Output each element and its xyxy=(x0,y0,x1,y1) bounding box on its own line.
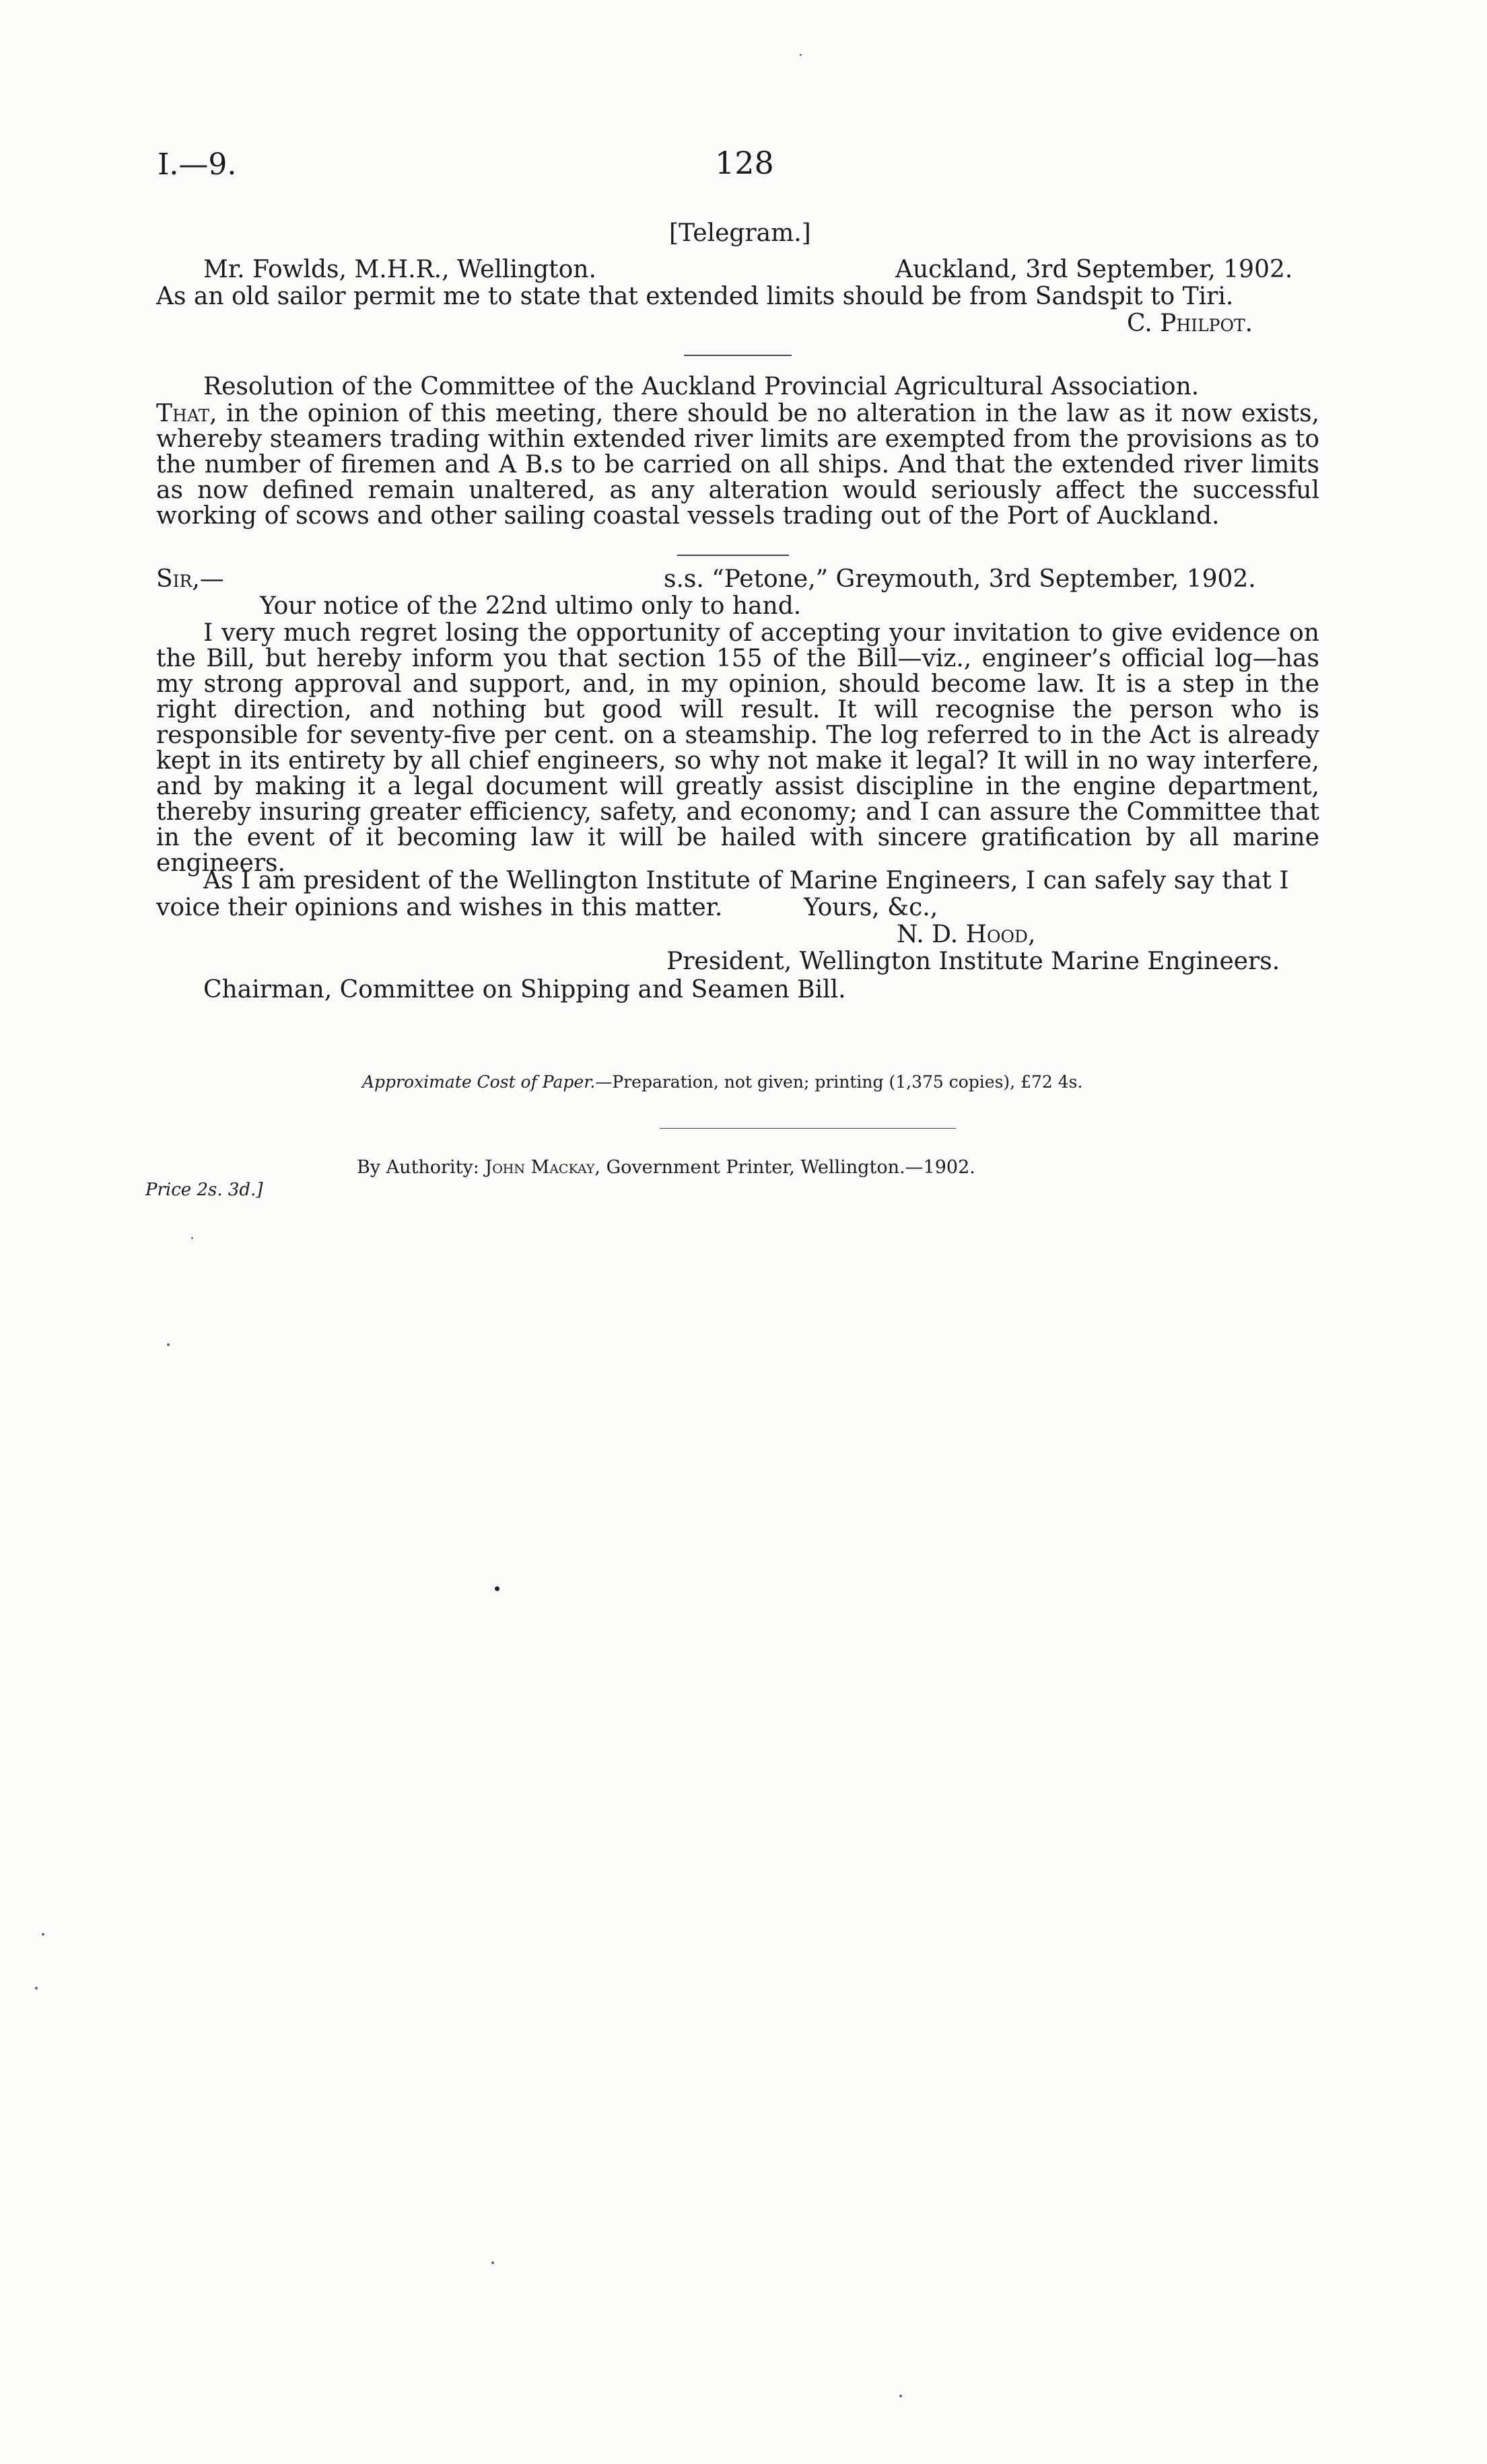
letter-address: s.s. “Petone,” Greymouth, 3rd September, 1902. xyxy=(664,565,1256,593)
letter-paragraph-1 xyxy=(156,621,1319,876)
telegram-recipient: Mr. Fowlds, M.H.R., Wellington. xyxy=(203,256,596,283)
printer-line xyxy=(357,1158,975,1177)
letter-opening: Your notice of the 22nd ultimo only to hand. xyxy=(260,592,802,620)
resolution-body xyxy=(156,401,1319,529)
letter-closing: Yours, &c., xyxy=(804,894,938,921)
cost-text: —Preparation, not given; printing (1,375 copies), £72 4s. xyxy=(595,1072,1083,1092)
resolution-text: in the opinion of this meeting, there should be no alteration in the law as it now exists, whereby steamers trading within extended river limits are exempted from the provisions as to the number of firemen and A B.s to be carried on all ships. And that the extended river limits as now defined remain unaltered, as any alteration would seriously affect the successful working of scows and other sailing coastal vessels trading out of the Port of Auckland. xyxy=(156,400,1319,530)
scan-speck xyxy=(899,2395,902,2397)
letter-signatory: N. D. Hood, xyxy=(897,921,1036,948)
letter-paragraph-2-line-1: As I am president of the Wellington Institute of Marine Engineers, I can safely say that I xyxy=(203,867,1289,894)
scan-speck xyxy=(35,1987,38,1990)
price-note: Price 2s. 3d.] xyxy=(145,1180,263,1200)
series-code: I.—9. xyxy=(158,147,237,182)
page-number: 128 xyxy=(715,145,774,181)
authority-prefix: By Authority: xyxy=(357,1157,485,1178)
scan-speck xyxy=(800,54,802,56)
printer-name: John Mackay xyxy=(485,1157,595,1178)
scan-speck xyxy=(191,1237,193,1239)
letter-paragraph-2-line-2: voice their opinions and wishes in this matter. xyxy=(156,894,723,921)
letter-addressee: Chairman, Committee on Shipping and Seamen Bill. xyxy=(203,976,846,1004)
separator-rule xyxy=(677,555,789,556)
resolution-title: Resolution of the Committee of the Auckland Provincial Agricultural Association. xyxy=(203,373,1200,400)
authority-suffix: , Government Printer, Wellington.—1902. xyxy=(594,1157,975,1178)
cost-note xyxy=(362,1073,1082,1092)
scan-speck xyxy=(167,1343,170,1346)
telegram-heading: [Telegram.] xyxy=(669,219,811,247)
resolution-lead-word: That, xyxy=(156,400,217,427)
scan-speck xyxy=(491,2261,494,2264)
letter-signatory-title: President, Wellington Institute Marine Engineers. xyxy=(666,948,1280,975)
letter-salutation: Sir,— xyxy=(156,565,224,593)
separator-rule xyxy=(684,355,792,356)
letter-paragraph-1-text: I very much regret losing the opportunity of accepting your invitation to give evidence on the Bill, but hereby inform you that section 155 of the Bill—viz., engineer’s official log—has my strong approval and support, and, in my opinion, should become law. It is a step in the right direction, and nothing but good will result. It will recognise the person who is responsible for seventy-five per cent. on a steamship. The log referred to in the Act is already kept in its entirety by all chief engineers, so why not make it legal? It will in no way interfere, and by making it a legal document will greatly assist discipline in the engine department, thereby insuring greater efficiency, safety, and economy; and I can assure the Committee that in the event of it becoming law it will be hailed with sincere gratification by all marine engineers. xyxy=(156,619,1319,877)
scan-speck xyxy=(495,1586,499,1591)
scan-speck xyxy=(42,1933,44,1936)
footer-rule xyxy=(660,1128,956,1129)
telegram-place-date: Auckland, 3rd September, 1902. xyxy=(895,256,1293,283)
telegram-signature: C. Philpot. xyxy=(1127,310,1253,337)
cost-label: Approximate Cost of Paper. xyxy=(362,1072,596,1092)
telegram-body: As an old sailor permit me to state that extended limits should be from Sandspit to Tiri. xyxy=(156,283,1234,310)
